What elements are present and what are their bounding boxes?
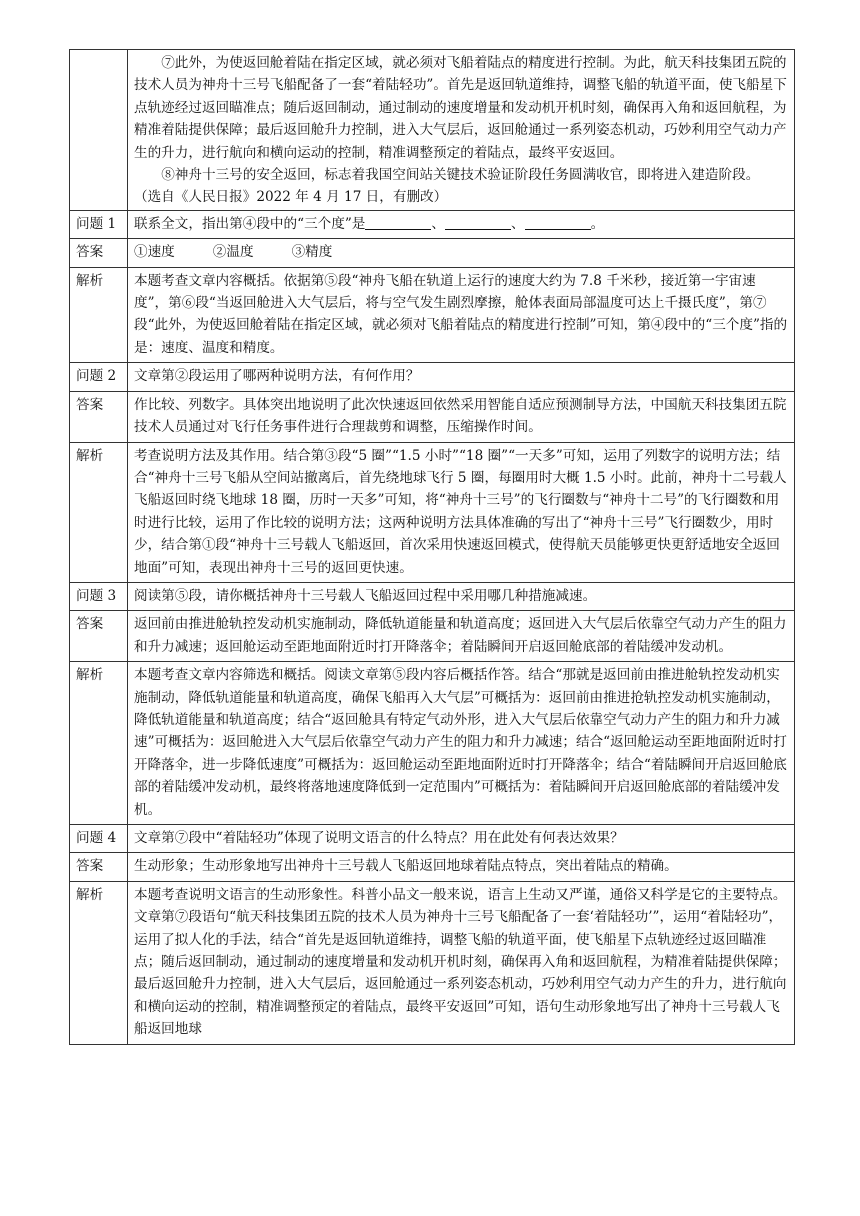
q1-question xyxy=(128,210,795,238)
q2-question-row xyxy=(70,363,795,391)
q1-question-row xyxy=(70,210,795,238)
q3-analysis: 本题考查文章内容筛选和概括。阅读文章第⑤段内容后概括作答。结合“那就是返回前由推进舱轨控发动机实施制动，降低轨道能量和轨道高度，确保飞船再入大气层”可概括为：返回前由推进抢轨控发动机实施制动，降低轨道能量和轨道高度；结合“返回舱具有特定气动外形，进入大气层后依靠空气动力产生的阻力和升力减速”可概括为：返回舱进入大气层后依靠空气动力产生的阻力和升力减速；结合“返回舱运动至距地面附近时打开降落伞，进一步降低速度”可概括为：返回舱运动至距地面附近时打开降落伞；结合“着陆瞬间开启返回舱底部的着陆缓冲发动机，最终将落地速度降低到一定范围内”可概括为：着陆瞬间开启返回舱底部的着陆缓冲发机。 xyxy=(128,662,795,825)
q2-analysis-label: 解析 xyxy=(70,442,128,582)
q2-answer-row xyxy=(70,391,795,442)
q4-answer: 生动形象；生动形象地写出神舟十三号载人飞船返回地球着陆点特点，突出着陆点的精确。 xyxy=(128,853,795,881)
q1-end: 。 xyxy=(590,215,605,232)
q3-analysis-label: 解析 xyxy=(70,662,128,825)
q1-blank-2 xyxy=(445,215,511,230)
q4-analysis-label: 解析 xyxy=(70,881,128,1044)
passage-label-cell xyxy=(70,50,128,211)
q2-label: 问题 2 xyxy=(70,363,128,391)
q1-question-text: 联系全文，指出第④段中的“三个度”是 xyxy=(134,215,366,232)
q3-label: 问题 3 xyxy=(70,582,128,610)
q1-blank-3 xyxy=(525,215,591,230)
q3-answer-row xyxy=(70,611,795,662)
passage-cell xyxy=(128,50,795,211)
paragraph-7: ⑦此外，为使返回舱着陆在指定区域，就必须对飞船着陆点的精度进行控制。为此，航天科技集团五院的技术人员为神舟十三号飞船配备了一套“着陆轻功”。首先是返回轨道维持，调整飞船的轨道平面，使飞船星下点轨迹经过返回瞄准点；随后返回制动，通过制动的速度增量和发动机开机时刻，确保再入角和返回航程，为精准着陆提供保障；最后返回舱升力控制，进入大气层后，返回舱通过一系列姿态机动，巧妙利用空气动力产生的升力，进行航向和横向运动的控制，精准调整预定的着陆点，最终平安返回。 xyxy=(134,55,787,161)
q1-answer-item-3: ③精度 xyxy=(291,244,333,261)
q2-analysis: 考查说明方法及其作用。结合第③段“5 圈”“1.5 小时”“18 圈”“一天多”可知，运用了列数字的说明方法；结合“神舟十三号飞船从空间站撤离后，首先绕地球飞行 5 圈，每圈用时大概 1.5 小时。此前，神舟十二号载人飞船返回时绕飞地球 18 圈，历时一天多”可知，将“神舟十三号”的飞行圈数与“神舟十二号”的飞行圈数和用时进行比较，运用了作比较的说明方法；这两种说明方法具体准确的写出了“神舟十三号”飞行圈数少，用时少，结合第①段“神舟十三号载人飞船返回，首次采用快速返回模式，使得航天员能够更快更舒适地安全返回地面”可知，表现出神舟十三号的返回更快速。 xyxy=(128,442,795,582)
q4-answer-row xyxy=(70,853,795,881)
q1-sep-1: 、 xyxy=(431,215,445,232)
q1-answer-item-1: ①速度 xyxy=(134,244,175,261)
q4-analysis: 本题考查说明文语言的生动形象性。科普小品文一般来说，语言上生动又严谨，通俗又科学是它的主要特点。文章第⑦段语句“航天科技集团五院的技术人员为神舟十三号飞船配备了一套‘着陆轻功’”，运用“着陆轻功”，运用了拟人化的手法，结合“首先是返回轨道维持，调整飞船的轨道平面，使飞船星下点轨迹经过返回瞄准点；随后返回制动，通过制动的速度增量和发动机开机时刻，确保再入角和返回航程，为精准着陆提供保障；最后返回舱升力控制，进入大气层后，返回舱通过一系列姿态机动，巧妙利用空气动力产生的升力，进行航向和横向运动的控制，精准调整预定的着陆点，最终平安返回”可知，语句生动形象地写出了神舟十三号载人飞船返回地球 xyxy=(128,881,795,1044)
paragraph-8: ⑧神舟十三号的安全返回，标志着我国空间站关键技术验证阶段任务圆满收官，即将进入建造阶段。 xyxy=(161,167,760,184)
q1-answer-item-2: ②温度 xyxy=(212,244,254,261)
q1-answer-label: 答案 xyxy=(70,239,128,267)
q4-question: 文章第⑦段中“着陆轻功”体现了说明文语言的什么特点？用在此处有何表达效果？ xyxy=(128,825,795,853)
q1-analysis-row xyxy=(70,267,795,363)
q4-question-row xyxy=(70,825,795,853)
q3-analysis-row xyxy=(70,662,795,825)
q1-analysis: 本题考查文章内容概括。依据第⑤段“神舟飞船在轨道上运行的速度大约为 7.8 千米秒，接近第一宇宙速度”，第⑥段“当返回舱进入大气层后，将与空气发生剧烈摩擦，舱体表面局部温度可达上千摄氏度”，第⑦段“此外，为使返回舱着陆在指定区域，就必须对飞船着陆点的精度进行控制”可知，第④段中的“三个度”指的是：速度、温度和精度。 xyxy=(128,267,795,363)
source-citation: （选自《人民日报》2022 年 4 月 17 日，有删改） xyxy=(134,189,448,206)
q1-sep-2: 、 xyxy=(511,215,525,232)
q2-answer: 作比较、列数字。具体突出地说明了此次快速返回依然采用智能自适应预测制导方法，中国航天科技集团五院技术人员通过对飞行任务事件进行合理裁剪和调整，压缩操作时间。 xyxy=(128,391,795,442)
q2-question: 文章第②段运用了哪两种说明方法，有何作用？ xyxy=(128,363,795,391)
q1-answer xyxy=(128,239,795,267)
q1-analysis-label: 解析 xyxy=(70,267,128,363)
q4-answer-label: 答案 xyxy=(70,853,128,881)
passage-row xyxy=(70,50,795,211)
q2-answer-label: 答案 xyxy=(70,391,128,442)
q3-question: 阅读第⑤段，请你概括神舟十三号载人飞船返回过程中采用哪几种措施减速。 xyxy=(128,582,795,610)
q3-answer: 返回前由推进舱轨控发动机实施制动，降低轨道能量和轨道高度；返回进入大气层后依靠空气动力产生的阻力和升力减速；返回舱运动至距地面附近时打开降落伞；着陆瞬间开启返回舱底部的着陆缓冲发动机。 xyxy=(128,611,795,662)
q2-analysis-row xyxy=(70,442,795,582)
q1-answer-row xyxy=(70,239,795,267)
q1-label: 问题 1 xyxy=(70,210,128,238)
qa-table xyxy=(69,49,795,1045)
q4-label: 问题 4 xyxy=(70,825,128,853)
q4-analysis-row xyxy=(70,881,795,1044)
q3-question-row xyxy=(70,582,795,610)
q1-blank-1 xyxy=(365,215,431,230)
q3-answer-label: 答案 xyxy=(70,611,128,662)
